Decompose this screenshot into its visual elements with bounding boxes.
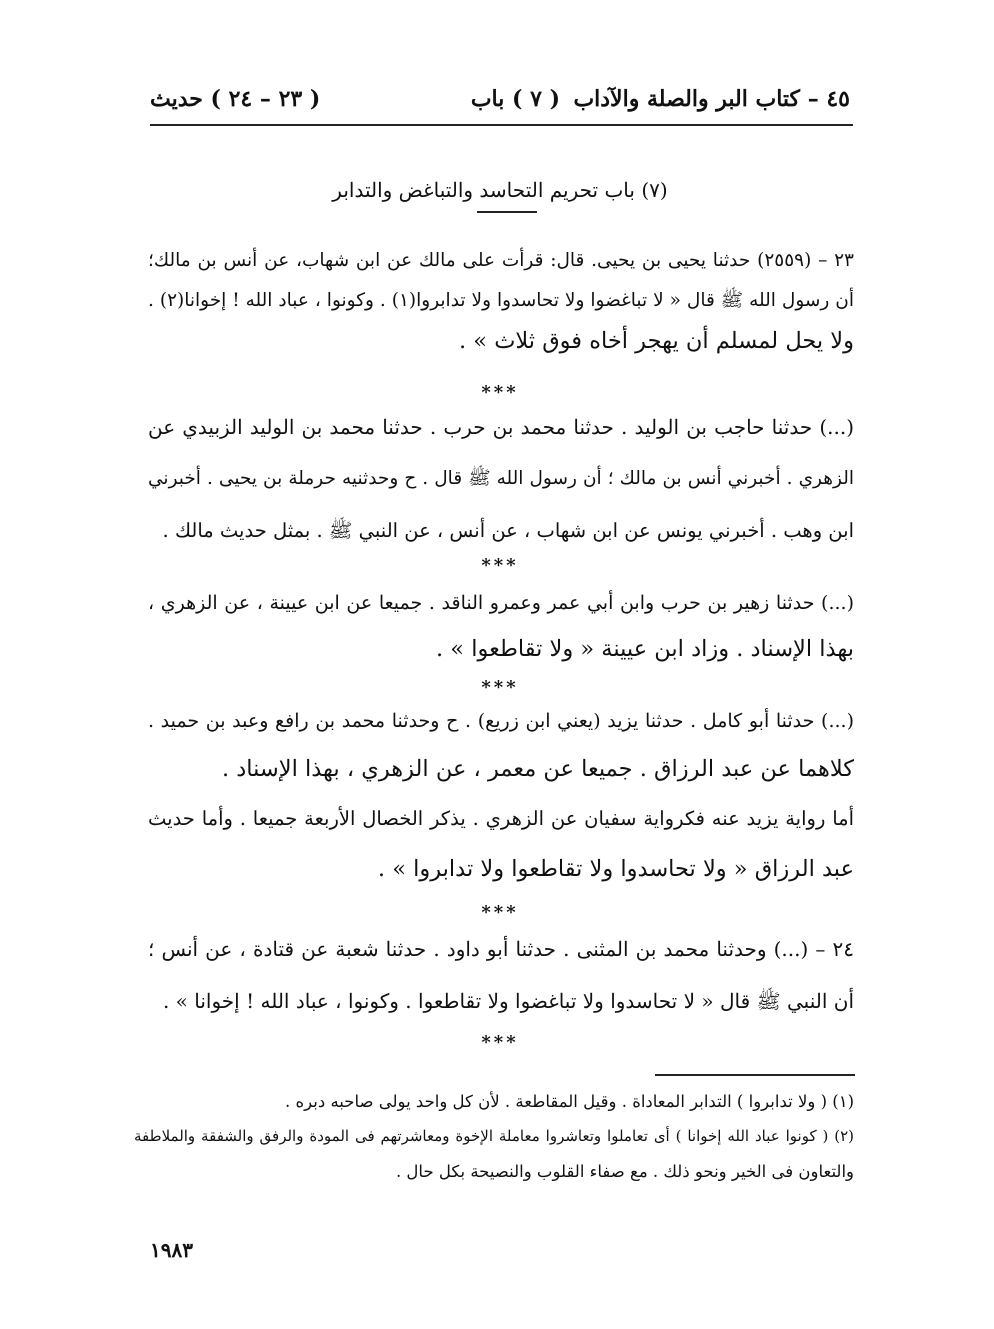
- running-header: [150, 82, 850, 122]
- section-separator: ***: [481, 677, 519, 698]
- footnote: والتعاون فى الخير ونحو ذلك . مع صفاء القلوب والنصيحة بكل حال .: [395, 1162, 854, 1181]
- chapter-title: [150, 178, 850, 202]
- section-separator: ***: [481, 555, 519, 576]
- header-rule: [150, 124, 853, 126]
- text-line: ٢٤ – (...) وحدثنا محمد بن المثنى . حدثنا أبو داود . حدثنا شعبة عن قتادة ، عن أنس ؛: [148, 937, 854, 961]
- text-line: أن النبي ﷺ قال « لا تحاسدوا ولا تباغضوا ولا تقاطعوا . وكونوا ، عباد الله ! إخوانا » .: [162, 989, 854, 1013]
- text-line: (...) حدثنا زهير بن حرب وابن أبي عمر وعمرو الناقد . جميعا عن ابن عيينة ، عن الزهري ،: [148, 592, 854, 614]
- text-line: بهذا الإسناد . وزاد ابن عيينة « ولا تقاطعوا » .: [436, 636, 854, 662]
- section-separator: ***: [481, 382, 519, 403]
- header-hadith-range: ( ٢٣ – ٢٤ ) حديث: [150, 86, 321, 112]
- header-book-title: ٤٥ – كتاب البر والصلة والآداب: [573, 86, 850, 112]
- text-line: كلاهما عن عبد الرزاق . جميعا عن معمر ، عن الزهري ، بهذا الإسناد .: [221, 756, 854, 782]
- footnote-rule: [655, 1074, 855, 1076]
- text-line: ابن وهب . أخبرني يونس عن ابن شهاب ، عن أنس ، عن النبي ﷺ . بمثل حديث مالك .: [162, 519, 854, 542]
- text-line: (...) حدثنا أبو كامل . حدثنا يزيد (يعني ابن زريع) . ح وحدثنا محمد بن رافع وعبد بن حميد .: [148, 710, 854, 732]
- header-chapter: ( ٧ ) باب: [470, 86, 560, 112]
- text-line: ولا يحل لمسلم أن يهجر أخاه فوق ثلاث » .: [458, 328, 854, 354]
- text-line: أما رواية يزيد عنه فكرواية سفيان عن الزهري . يذكر الخصال الأربعة جميعا . وأما حديث: [148, 807, 854, 830]
- footnote: (١) ( ولا تدابروا ) التدابر المعاداة . وقيل المقاطعة . لأن كل واحد يولى صاحبه دبره .: [285, 1092, 854, 1111]
- section-separator: ***: [481, 902, 519, 923]
- text-line: (...) حدثنا حاجب بن الوليد . حدثنا محمد بن حرب . حدثنا محمد بن الوليد الزبيدي عن: [148, 415, 854, 439]
- text-line: أن رسول الله ﷺ قال « لا تباغضوا ولا تحاسدوا ولا تدابروا(١) . وكونوا ، عباد الله ! إخوانا(٢) .: [148, 290, 855, 311]
- text-line: ٢٣ – (٢٥٥٩) حدثنا يحيى بن يحيى. قال: قرأت على مالك عن ابن شهاب، عن أنس بن مالك؛: [148, 250, 854, 271]
- footnote: (٢) ( كونوا عباد الله إخوانا ) أى تعاملوا وتعاشروا معاملة الإخوة ومعاشرتهم فى المودة والرفق والشفقة والملاطفة: [134, 1127, 854, 1145]
- page-number: ١٩٨٣: [150, 1238, 193, 1262]
- text-line: عبد الرزاق « ولا تحاسدوا ولا تقاطعوا ولا تدابروا » .: [377, 856, 854, 882]
- section-separator: ***: [481, 1032, 519, 1053]
- chapter-title-underline: [477, 211, 537, 213]
- text-line: الزهري . أخبرني أنس بن مالك ؛ أن رسول الله ﷺ قال . ح وحدثنيه حرملة بن يحيى . أخبرني: [148, 468, 854, 489]
- chapter-title-text: (٧) باب تحريم التحاسد والتباغض والتدابر: [332, 178, 668, 202]
